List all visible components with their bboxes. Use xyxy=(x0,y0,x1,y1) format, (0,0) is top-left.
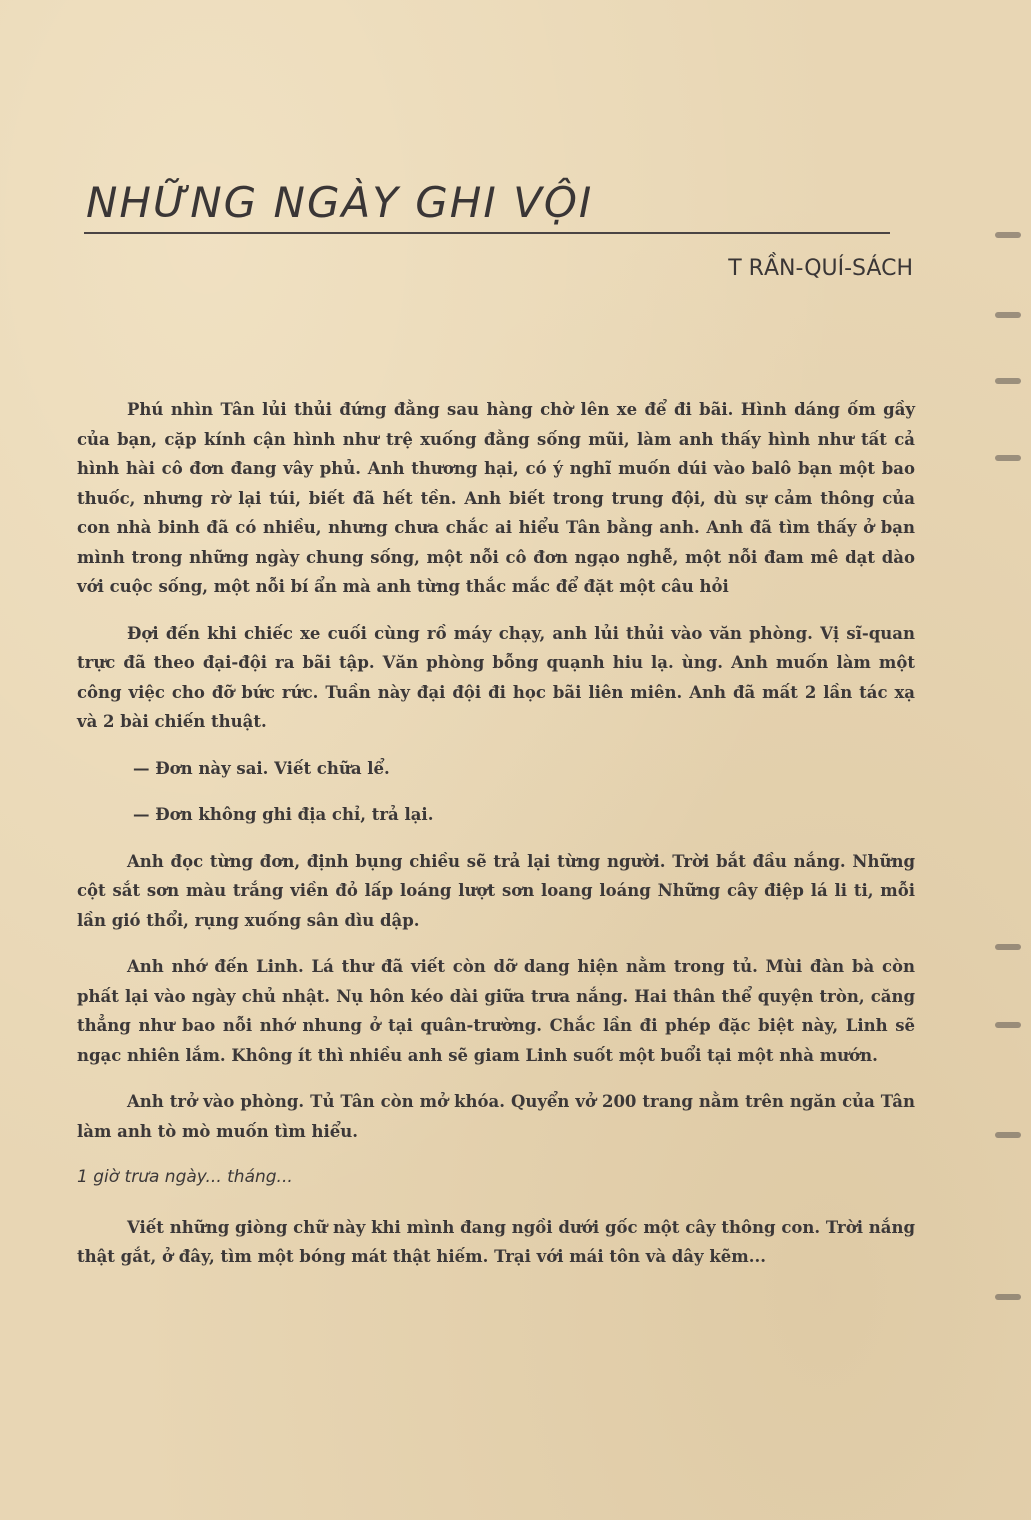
paragraph-1: Phú nhìn Tân lủi thủi đứng đằng sau hàng chờ lên xe để đi bãi. Hình dáng ốm gầy của bạn, cặp kính cận hình như trệ xuống đằng sống mũi, làm anh thấy hình như tất cả hình hài cô đơn đang vây phủ. Anh thương hại, có ý nghĩ muốn dúi vào balô bạn một bao thuốc, nhưng rờ lại túi, biết đã hết tền. Anh biết trong trung đội, dù sự cảm thông của con nhà binh đã có nhiều, nhưng chưa chắc ai hiểu Tân bằng anh. Anh đã tìm thấy ở bạn mình trong những ngày chung sống, một nỗi cô đơn ngạo nghễ, một nỗi đam mê dạt dào với cuộc sống, một nỗi bí ẩn mà anh từng thắc mắc để đặt một câu hỏi xyxy=(77,400,915,596)
binding-mark xyxy=(995,1294,1021,1300)
dialogue-line-2: — Đơn không ghi địa chỉ, trả lại. xyxy=(133,805,434,824)
binding-mark xyxy=(995,455,1021,461)
title-underline xyxy=(84,232,890,234)
binding-mark xyxy=(995,232,1021,238)
paragraph-5: Anh trở vào phòng. Tủ Tân còn mở khóa. Quyển vở 200 trang nằm trên ngăn của Tân làm anh tò mò muốn tìm hiểu. xyxy=(77,1092,915,1141)
paragraph-6: Viết những giòng chữ này khi mình đang ngồi dưới gốc một cây thông con. Trời nắng thật gắt, ở đây, tìm một bóng mát thật hiếm. Trại với mái tôn và dây kẽm... xyxy=(77,1217,915,1266)
binding-mark xyxy=(995,312,1021,318)
paragraph-2: Đợi đến khi chiếc xe cuối cùng rồ máy chạy, anh lủi thủi vào văn phòng. Vị sĩ-quan trực đã theo đại-đội ra bãi tập. Văn phòng bỗng quạnh hiu lạ. ùng. Anh muốn làm một công việc cho đỡ bức rức. Tuần này đại đội đi học bãi liên miên. Anh đã mất 2 lần tác xạ và 2 bài chiến thuật. xyxy=(77,623,915,731)
binding-mark xyxy=(995,1132,1021,1138)
binding-mark xyxy=(995,378,1021,384)
diary-heading: 1 giờ trưa ngày... tháng... xyxy=(77,1167,293,1187)
paragraph-4: Anh nhớ đến Linh. Lá thư đã viết còn dỡ dang hiện nằm trong tủ. Mùi đàn bà còn phất lại vào ngày chủ nhật. Nụ hôn kéo dài giữa trưa nắng. Hai thân thể quyện tròn, căng thẳng như bao nỗi nhớ nhung ở tại quân-trường. Chắc lần đi phép đặc biệt này, Linh sẽ ngạc nhiên lắm. Không ít thì nhiều anh sẽ giam Linh suốt một buổi tại một nhà mướn. xyxy=(77,957,915,1065)
binding-mark xyxy=(995,1022,1021,1028)
article-title: NHỮNG NGÀY GHI VỘI xyxy=(86,178,594,227)
binding-mark xyxy=(995,944,1021,950)
paragraph-3: Anh đọc từng đơn, định bụng chiều sẽ trả lại từng người. Trời bắt đầu nắng. Những cột sắt sơn màu trắng viền đỏ lấp loáng lượt sơn loang loáng Những cây điệp lá li ti, mỗi lần gió thổi, rụng xuống sân dìu dập. xyxy=(77,851,915,930)
dialogue-line-1: — Đơn này sai. Viết chữa lể. xyxy=(133,758,390,778)
article-author: T RẦN-QUÍ-SÁCH xyxy=(728,256,913,281)
article-body xyxy=(77,395,915,1289)
